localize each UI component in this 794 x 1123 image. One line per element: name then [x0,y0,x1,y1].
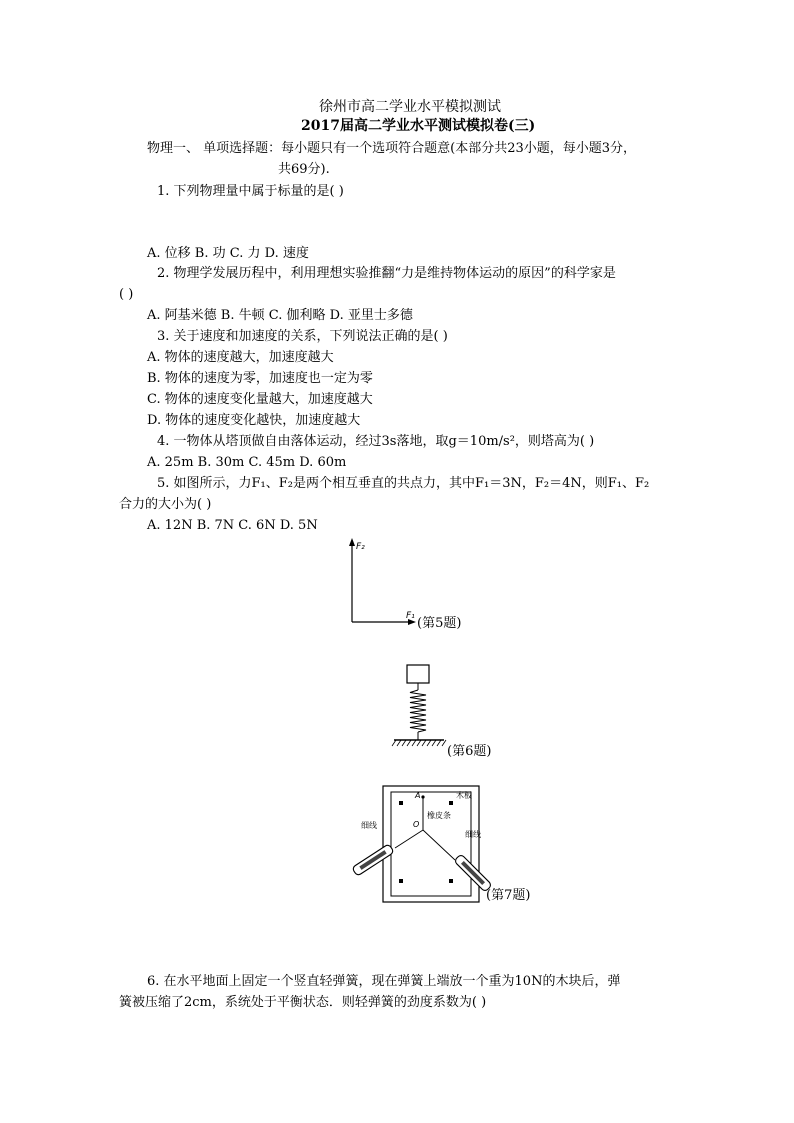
pin [449,801,453,805]
question-3-option-a: A. 物体的速度越大，加速度越大 [147,350,334,365]
exam-subtitle: 2017届高二学业水平测试模拟卷(三) [301,118,536,134]
question-5-stem-cont: 合力的大小为( ) [119,497,212,512]
pin [399,801,403,805]
label-o: O [413,820,420,829]
question-3-option-b: B. 物体的速度为零，加速度也一定为零 [147,371,373,386]
question-1-options: A. 位移 B. 功 C. 力 D. 速度 [147,246,309,261]
label-thread-right: 细线 [465,830,481,839]
question-2-stem: 2. 物理学发展历程中，利用理想实验推翻“力是维持物体运动的原因”的科学家是 [157,266,616,281]
figure-7-caption: (第7题) [486,888,531,903]
question-1-stem: 1. 下列物理量中属于标量的是( ) [157,184,344,199]
question-6-stem: 6. 在水平地面上固定一个竖直轻弹簧，现在弹簧上端放一个重为10N的木块后，弹 [147,974,621,989]
question-3-option-d: D. 物体的速度变化越快，加速度越大 [147,413,361,428]
figure-7-experiment-diagram [345,780,495,910]
pin [449,879,453,883]
pin [399,879,403,883]
question-2-options: A. 阿基米德 B. 牛顿 C. 伽利略 D. 亚里士多德 [147,308,413,323]
label-rubber-band: 橡皮条 [427,811,451,820]
force-f2-label: F₂ [356,542,365,552]
question-4-stem: 4. 一物体从塔顶做自由落体运动，经过3s落地，取g＝10m/s²，则塔高为( ) [157,434,595,449]
header-title: 徐州市高二学业水平模拟测试 [319,99,501,115]
section-instructions-line2: 共69分). [278,162,330,177]
question-4-options: A. 25m B. 30m C. 45m D. 60m [147,455,347,470]
figure-6-caption: (第6题) [447,744,492,759]
figure-5-force-diagram [340,536,420,628]
question-5-stem: 5. 如图所示，力F₁、F₂是两个相互垂直的共点力，其中F₁＝3N，F₂＝4N，则F₁、F₂ [157,476,650,491]
section-instructions-line1: 物理一、 单项选择题：每小题只有一个选项符合题意(本部分共23小题，每小题3分， [147,141,637,156]
question-5-options: A. 12N B. 7N C. 6N D. 5N [147,518,318,533]
label-board: 木板 [456,791,472,800]
figure-6-spring-diagram [390,660,450,750]
label-a: A [415,791,421,800]
figure-5-caption: (第5题) [417,616,462,631]
wood-block [407,665,429,683]
question-6-stem-cont: 簧被压缩了2cm，系统处于平衡状态．则轻弹簧的劲度系数为( ) [119,995,487,1010]
question-3-option-c: C. 物体的速度变化量越大，加速度越大 [147,392,373,407]
question-2-stem-cont: ( ) [119,287,134,302]
force-f1-label: F₁ [406,611,415,621]
label-thread-left: 细线 [361,821,377,830]
spring [410,690,426,732]
question-3-stem: 3. 关于速度和加速度的关系，下列说法正确的是( ) [157,329,448,344]
